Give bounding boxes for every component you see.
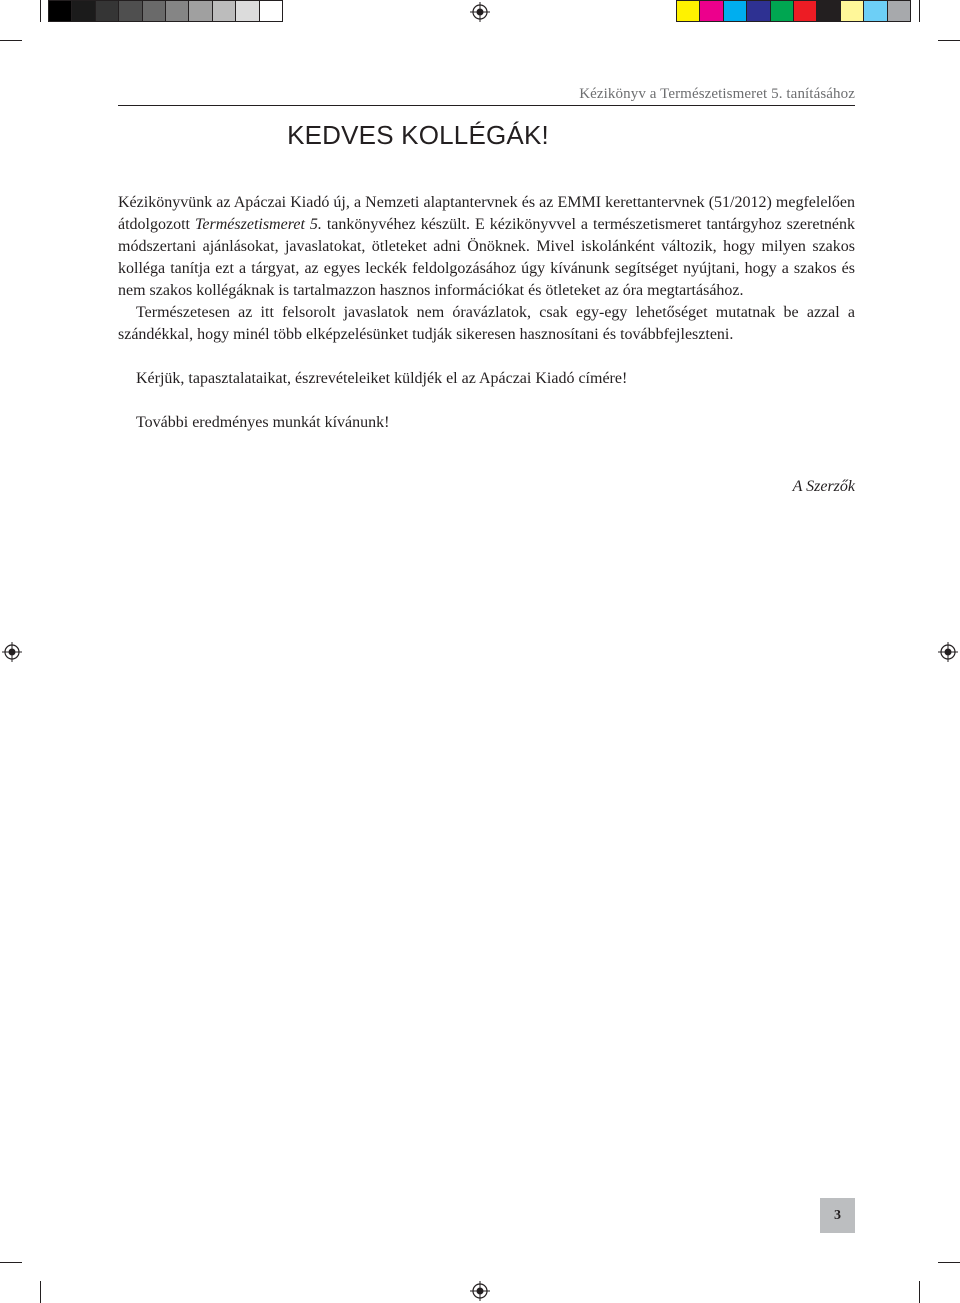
color-swatch (794, 1, 817, 21)
color-swatch (747, 1, 770, 21)
gray-swatch (143, 1, 166, 21)
crop-mark (938, 1262, 960, 1263)
crop-mark (40, 1281, 41, 1303)
page-number: 3 (820, 1198, 855, 1233)
gray-swatch (260, 1, 282, 21)
color-swatch (700, 1, 723, 21)
color-swatch (724, 1, 747, 21)
gray-swatch (49, 1, 72, 21)
paragraph-request: Kérjük, tapasztalataikat, észrevételeiket küldjék el az Apáczai Kiadó címére! (136, 370, 628, 387)
header-rule (118, 105, 855, 106)
crop-mark (919, 0, 920, 22)
paragraph-note: Természetesen az itt felsorolt javaslatok nem óravázlatok, csak egy-egy lehetőséget mutatnak be azzal a szándékkal, hogy minél több elképzelésünket tudják sikeresen hasznosítani és továbbfejleszteni. (118, 304, 855, 343)
crop-mark (0, 40, 22, 41)
page-title: KEDVES KOLLÉGÁK! (287, 120, 549, 150)
color-swatch (841, 1, 864, 21)
gray-swatch (166, 1, 189, 21)
registration-mark-icon (470, 2, 490, 22)
crop-mark (938, 40, 960, 41)
gray-swatch (236, 1, 259, 21)
running-head: Kézikönyv a Természetismeret 5. tanításához (579, 86, 855, 102)
grayscale-calibration-bar (48, 0, 283, 22)
gray-swatch (213, 1, 236, 21)
body-text (118, 192, 855, 434)
book-title-italic: Természetismeret 5. (194, 216, 322, 233)
color-swatch (677, 1, 700, 21)
gray-swatch (72, 1, 95, 21)
color-swatch (888, 1, 910, 21)
gray-swatch (119, 1, 142, 21)
paragraph-intro-text-cont: tankönyvéhez készült. E kézikönyvvel a természetismeret tantárgyhoz szeretnénk módszertani ajánlásokat, javaslatokat, ötleteket adni Önöknek. Mivel iskolánként változik, hogy milyen szakos kolléga tanítja ezt a tárgyat, az egyes leckék feldolgozásához úgy kívánunk segítséget nyújtani, hogy a szakos és nem szakos kollégáknak is tartalmazzon hasznos információkat és ötleteket az óra megtartásához. (118, 216, 855, 299)
color-calibration-bar (676, 0, 911, 22)
gray-swatch (189, 1, 212, 21)
color-swatch (817, 1, 840, 21)
signature: A Szerzők (792, 478, 855, 495)
paragraph-intro-text: Kézikönyvünk az Apáczai Kiadó új, a Nemzeti alaptantervnek és az EMMI kerettantervnek (51/2012) megfelelően átdolgozott (118, 194, 855, 233)
registration-mark-icon (938, 642, 958, 662)
paragraph-wishes: További eredményes munkát kívánunk! (136, 414, 390, 431)
crop-mark (40, 0, 41, 22)
registration-mark-icon (470, 1281, 490, 1301)
gray-swatch (96, 1, 119, 21)
color-swatch (864, 1, 887, 21)
color-swatch (771, 1, 794, 21)
crop-mark (919, 1281, 920, 1303)
crop-mark (0, 1262, 22, 1263)
registration-mark-icon (2, 642, 22, 662)
paragraph-intro (118, 192, 855, 302)
